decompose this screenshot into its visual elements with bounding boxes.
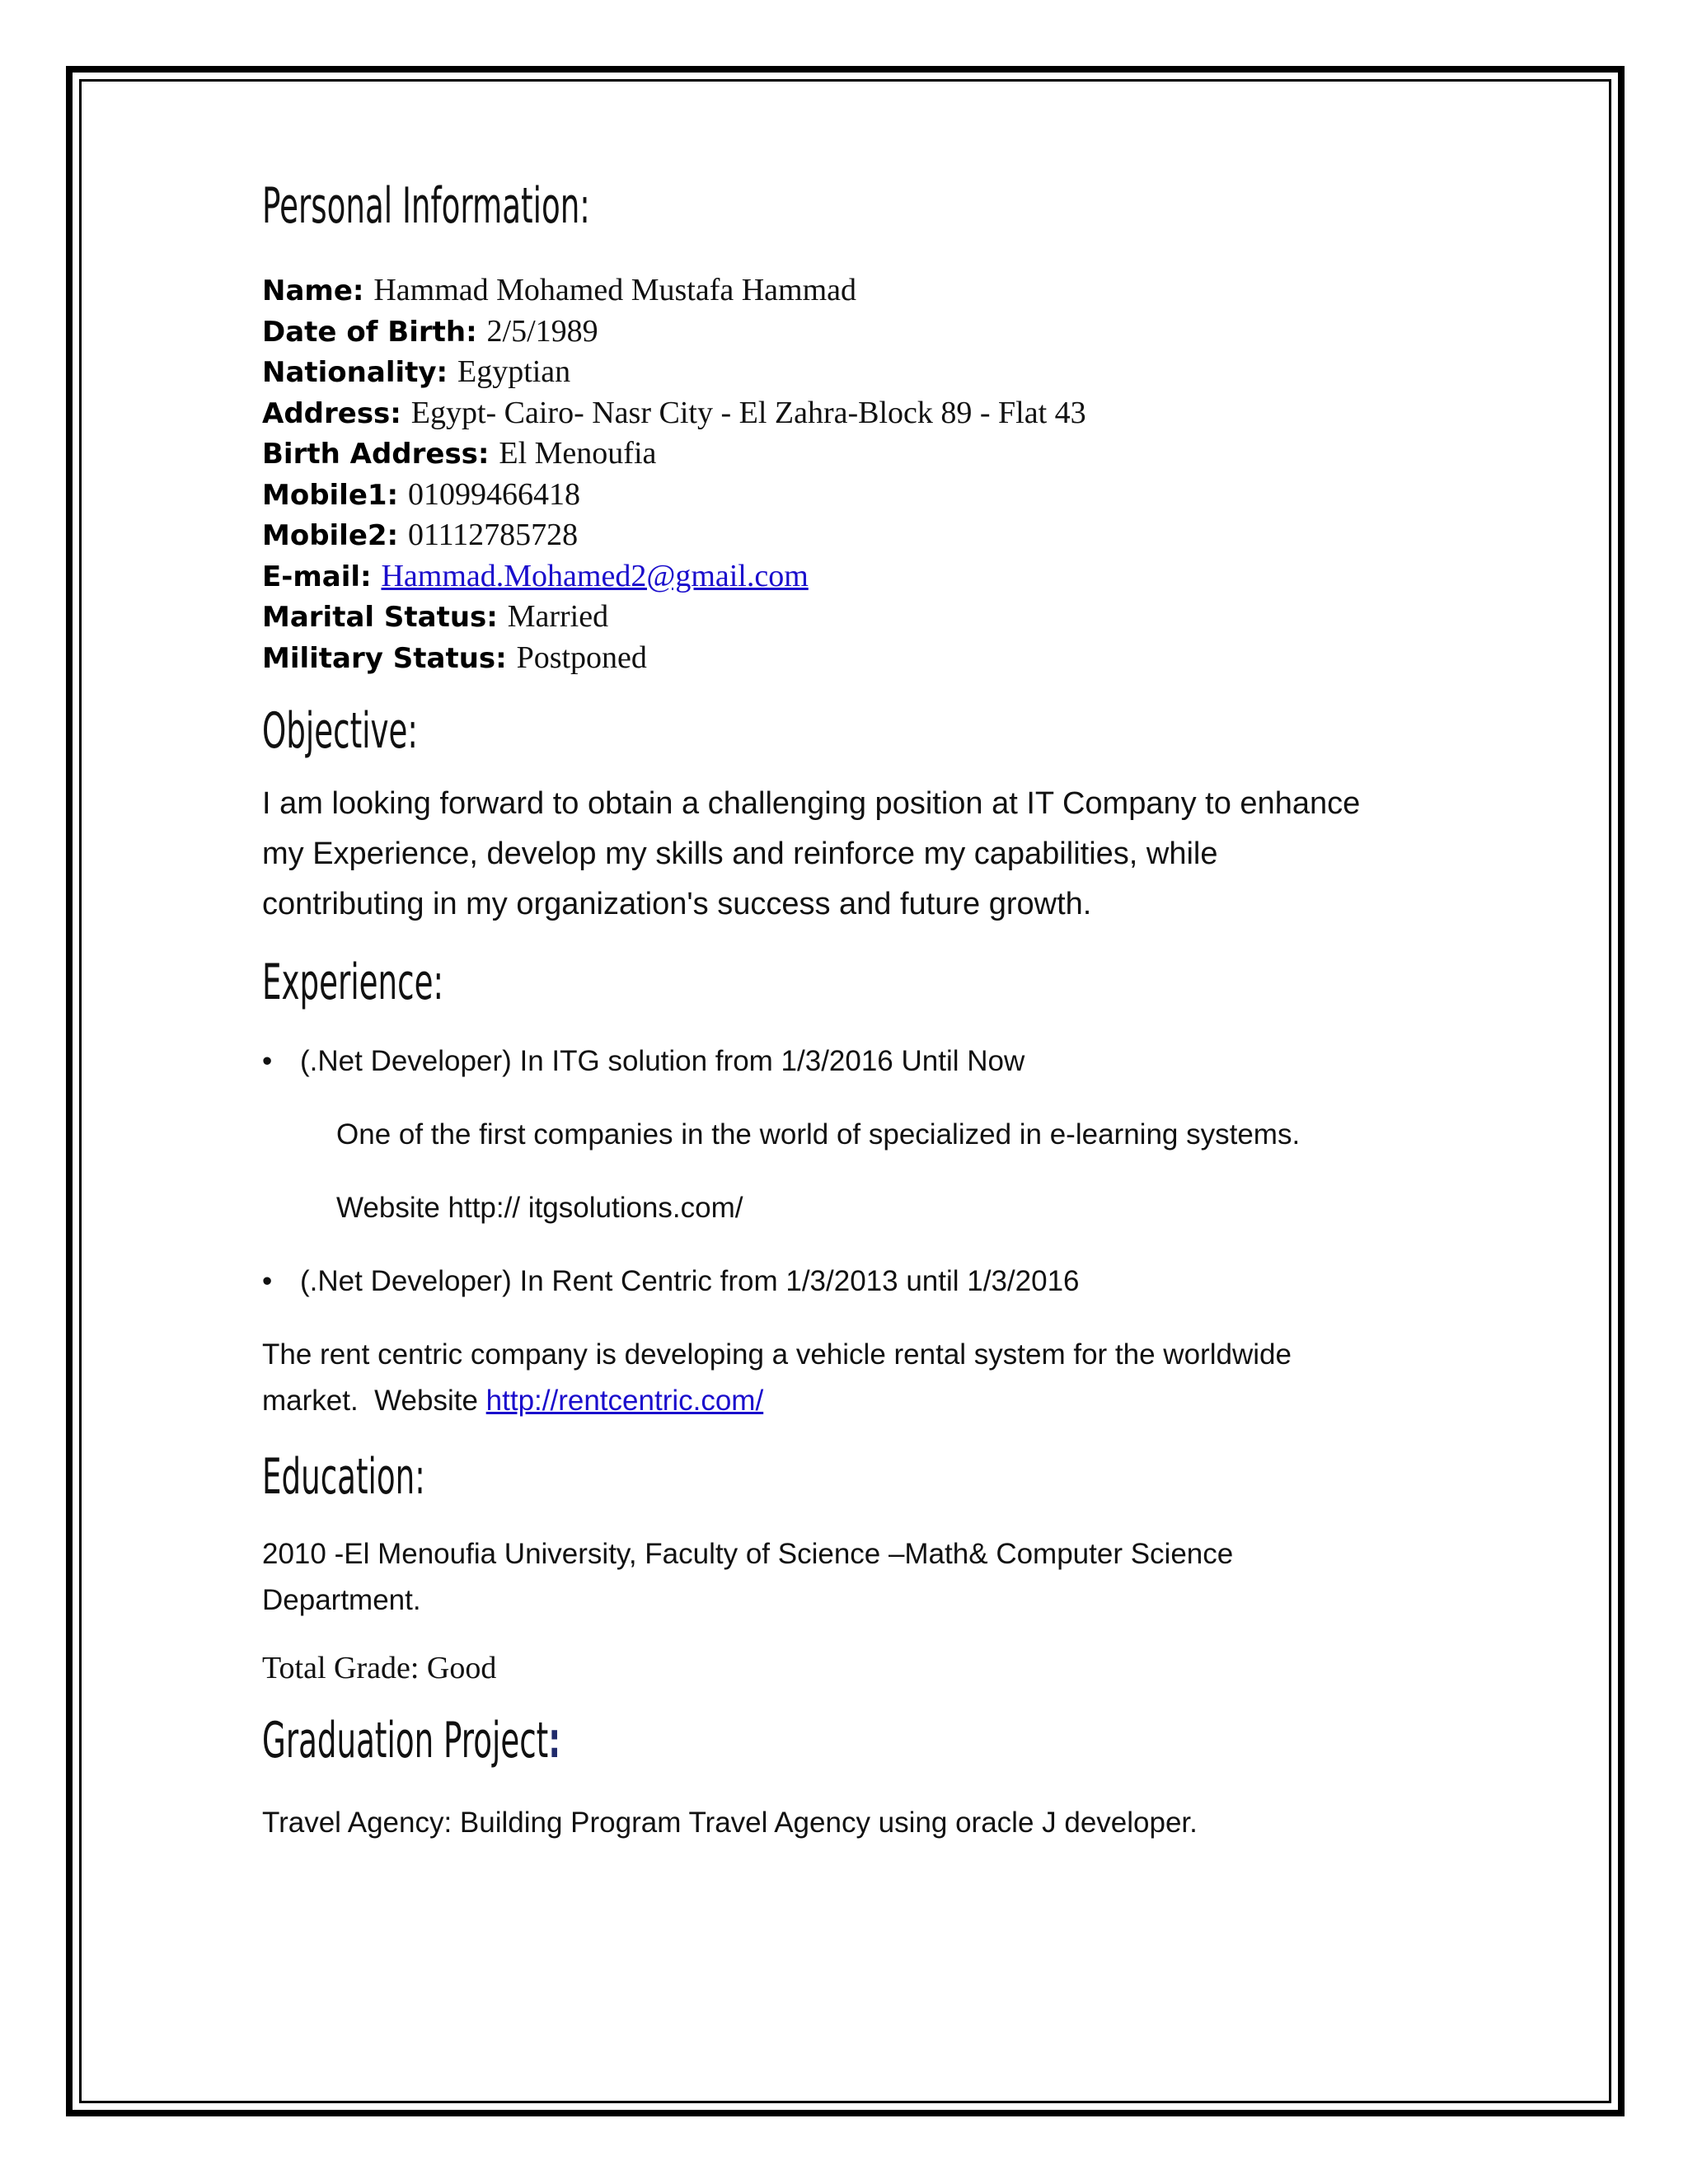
military-status-row (262, 638, 1498, 679)
email-link[interactable]: Hammad.Mohamed2@gmail.com (381, 558, 809, 593)
experience-list (262, 1038, 1498, 1424)
military-status-label: Military Status: (262, 641, 517, 675)
graduation-project-heading-colon: : (548, 1712, 561, 1769)
objective-line: I am looking forward to obtain a challenging position at IT Company to enhance (262, 786, 1361, 821)
name-value: Hammad Mohamed Mustafa Hammad (373, 273, 857, 307)
birth-address-label: Birth Address: (262, 438, 499, 471)
personal-information-heading: Personal Information: (262, 177, 590, 235)
job-website-prefix: market. Website (262, 1385, 486, 1417)
job-website: Website http:// itgsolutions.com/ (336, 1192, 743, 1224)
address-row (262, 393, 1498, 434)
job-description: The rent centric company is developing a vehicle rental system for the worldwide (262, 1338, 1292, 1371)
experience-item-itg (262, 1038, 1498, 1085)
mobile2-label: Mobile2: (262, 519, 408, 552)
total-grade: Total Grade: Good (262, 1651, 497, 1685)
graduation-project-text: Travel Agency: Building Program Travel Agency using oracle J developer. (262, 1807, 1198, 1839)
job-website-line (262, 1378, 1498, 1424)
objective-line: contributing in my organization's success and future growth. (262, 887, 1092, 921)
graduation-project-heading (262, 1708, 1029, 1774)
personal-info-list (262, 270, 1498, 678)
bullet-icon: • (262, 1045, 273, 1077)
nationality-value: Egyptian (457, 354, 571, 389)
marital-status-value: Married (507, 599, 609, 634)
nationality-label: Nationality: (262, 356, 457, 389)
graduation-project-heading-text: Graduation Project (262, 1712, 549, 1769)
education-block (262, 1531, 1498, 1691)
job-title: (.Net Developer) In ITG solution from 1/3/2016 Until Now (300, 1045, 1025, 1077)
objective-text (262, 779, 1498, 930)
date-of-birth-label: Date of Birth: (262, 315, 487, 349)
experience-heading: Experience: (262, 954, 443, 1011)
military-status-value: Postponed (516, 640, 647, 675)
date-of-birth-value: 2/5/1989 (486, 313, 598, 349)
email-label: E-mail: (262, 560, 382, 593)
email-row (262, 556, 1498, 598)
objective-line: my Experience, develop my skills and reinforce my capabilities, while (262, 837, 1218, 871)
name-label: Name: (262, 274, 374, 307)
name-row (262, 270, 1498, 312)
marital-status-row (262, 597, 1498, 638)
education-line: 2010 -El Menoufia University, Faculty of Science –Math& Computer Science (262, 1538, 1234, 1570)
job-description: One of the first companies in the world of specialized in e-learning systems. (336, 1118, 1301, 1151)
job-title: (.Net Developer) In Rent Centric from 1/3/2013 until 1/3/2016 (300, 1265, 1080, 1297)
objective-heading: Objective: (262, 702, 418, 760)
mobile2-row (262, 515, 1498, 556)
nationality-row (262, 352, 1498, 393)
resume-content (262, 173, 1498, 1846)
education-line: Department. (262, 1584, 421, 1616)
experience-item-rent-centric (262, 1258, 1498, 1305)
address-value: Egypt- Cairo- Nasr City - El Zahra-Block 89 - Flat 43 (410, 395, 1086, 430)
address-label: Address: (262, 396, 411, 430)
rentcentric-link[interactable]: http://rentcentric.com/ (485, 1385, 764, 1417)
education-heading: Education: (262, 1448, 425, 1506)
mobile1-label: Mobile1: (262, 478, 408, 512)
job-description-block (262, 1332, 1498, 1424)
bullet-icon: • (262, 1265, 273, 1297)
birth-address-row (262, 434, 1498, 475)
birth-address-value: El Menoufia (499, 436, 657, 471)
mobile1-value: 01099466418 (408, 476, 580, 512)
mobile2-value: 01112785728 (408, 518, 579, 552)
marital-status-label: Marital Status: (262, 601, 508, 634)
mobile1-row (262, 475, 1498, 516)
date-of-birth-row (262, 312, 1498, 353)
